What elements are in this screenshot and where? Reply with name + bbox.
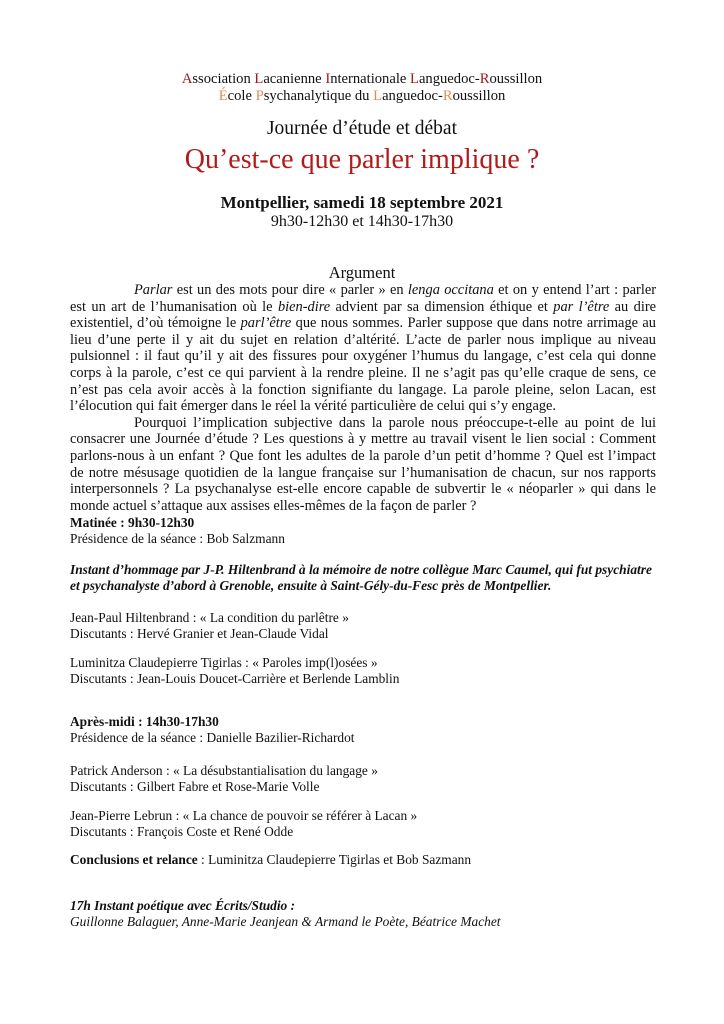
morning-heading: Matinée : 9h30-12h30 (70, 515, 195, 530)
italic-term: par l’être (553, 298, 610, 315)
text-run: que nous sommes. Parler suppose que dans notre arrimage au lieu d’une perte il y ait du sujet en relation d’altérité. L’acte de parler nous implique au niveau pulsionnel : il faut qu’il y ait des fissures pour oxygéner l’humus du langage, c’est cela qui donne corps à la parole, c’est ce qui parvient à la rendre pleine. Il ne s’agit pas qu’elle craque de sens, ce n’est pas cela avoir accès à la fonction signifiante du langage. La parole pleine, selon Lacan, est l’élocution qui fait émerger dans le réel la vérité particulière de celui qui s’y engage. (70, 315, 656, 415)
initial-letter: R (442, 88, 453, 104)
talk-title: Jean-Pierre Lebrun : « La chance de pouvoir se référer à Lacan » (70, 808, 418, 823)
word-rest: oussillon (489, 71, 543, 87)
word-rest: sychanalytique du (263, 88, 374, 104)
argument-paragraph-1 (70, 282, 656, 415)
text-run: est un des mots pour dire « parler » en (172, 282, 408, 298)
conclusions-label: Conclusions et relance (70, 852, 198, 867)
school-name (0, 88, 724, 105)
association-header (0, 71, 724, 105)
initial-letter: É (218, 88, 228, 104)
event-title: Qu’est-ce que parler implique ? (184, 144, 540, 175)
initial-letter: L (410, 71, 419, 87)
word-rest: cole (227, 88, 256, 104)
italic-term: Parlar (134, 282, 173, 298)
word-rest: nternationale (330, 71, 411, 87)
text-run: au dire existentiel, d’où témoigne le (70, 298, 657, 332)
argument-text (70, 282, 656, 514)
afternoon-chair: Présidence de la séance : Danielle Bazilier-Richardot (70, 730, 355, 746)
tribute-text: Instant d’hommage par J-P. Hiltenbrand à la mémoire de notre collègue Marc Caumel, qui fut psychiatre et psychanalyste d’abord à Grenoble, ensuite à Saint-Gély-du-Fesc près de Montpellier. (70, 562, 652, 594)
conclusions (70, 852, 690, 868)
text-run: et on y entend l’art : parler est un art de l’humanisation où le (70, 282, 656, 315)
word-rest: anguedoc- (418, 71, 480, 87)
poetry-heading: 17h Instant poétique avec Écrits/Studio : (70, 898, 296, 913)
talk-discussants: Discutants : Jean-Louis Doucet-Carrière et Berlende Lamblin (70, 671, 400, 687)
poetry-section (70, 898, 690, 930)
initial-letter: R (479, 71, 490, 87)
afternoon-talk-1 (70, 763, 690, 795)
initial-letter: L (254, 71, 264, 87)
word-rest: acanienne (263, 71, 326, 87)
italic-term: lenga occitana (407, 282, 494, 298)
event-date: Montpellier, samedi 18 septembre 2021 (220, 193, 504, 212)
morning-section (70, 515, 690, 547)
talk-discussants: Discutants : Gilbert Fabre et Rose-Marie Volle (70, 779, 320, 795)
talk-discussants: Discutants : François Coste et René Odde (70, 824, 294, 840)
afternoon-section (70, 714, 690, 746)
argument-paragraph-2: Pourquoi l’implication subjective dans la parole nous préoccupe-t-elle au point de lui consacrer une Journée d’étude ? Les questions à y mettre au travail visent le lien social : Comment parlons-nous à un enfant ? Que font les adultes de la parole d’un petit d’homme ? Quel est l’impact de notre mésusage quotidien de la langue française sur l’humanisation de chacun, sur nos rapports interpersonnels ? La psychanalyse est-elle encore capable de subvertir le « néoparler » qui dans le monde actuel s’attaque aux assises elles-mêmes de la façon de parler ? (70, 414, 656, 514)
argument-heading: Argument (328, 263, 396, 282)
morning-talk-2 (70, 655, 690, 687)
afternoon-talk-2 (70, 808, 690, 840)
event-kind: Journée d’étude et débat (266, 118, 458, 139)
italic-term: bien-dire (277, 298, 331, 315)
talk-discussants: Discutants : Hervé Granier et Jean-Claude Vidal (70, 626, 329, 642)
word-rest: anguedoc- (382, 88, 443, 104)
initial-letter: A (181, 71, 193, 87)
event-hours: 9h30-12h30 et 14h30-17h30 (270, 213, 454, 230)
morning-chair: Présidence de la séance : Bob Salzmann (70, 531, 285, 547)
poetry-names: Guillonne Balaguer, Anne-Marie Jeanjean & Armand le Poète, Béatrice Machet (70, 914, 501, 930)
word-rest: ssociation (192, 71, 255, 87)
association-name (0, 71, 724, 88)
word-rest: oussillon (452, 88, 506, 104)
initial-letter: L (373, 88, 383, 104)
tribute (70, 562, 662, 594)
talk-title: Luminitza Claudepierre Tigirlas : « Paroles imp(l)osées » (70, 655, 378, 670)
talk-title: Jean-Paul Hiltenbrand : « La condition du parlêtre » (70, 610, 349, 625)
italic-term: parl’être (240, 315, 292, 332)
conclusions-speakers: : Luminitza Claudepierre Tigirlas et Bob Sazmann (197, 852, 472, 867)
initial-letter: I (325, 71, 331, 87)
afternoon-heading: Après-midi : 14h30-17h30 (70, 714, 219, 729)
talk-title: Patrick Anderson : « La désubstantialisation du langage » (70, 763, 378, 778)
text-run: advient par sa dimension éthique et (330, 298, 554, 315)
morning-talk-1 (70, 610, 690, 642)
initial-letter: P (255, 88, 264, 104)
